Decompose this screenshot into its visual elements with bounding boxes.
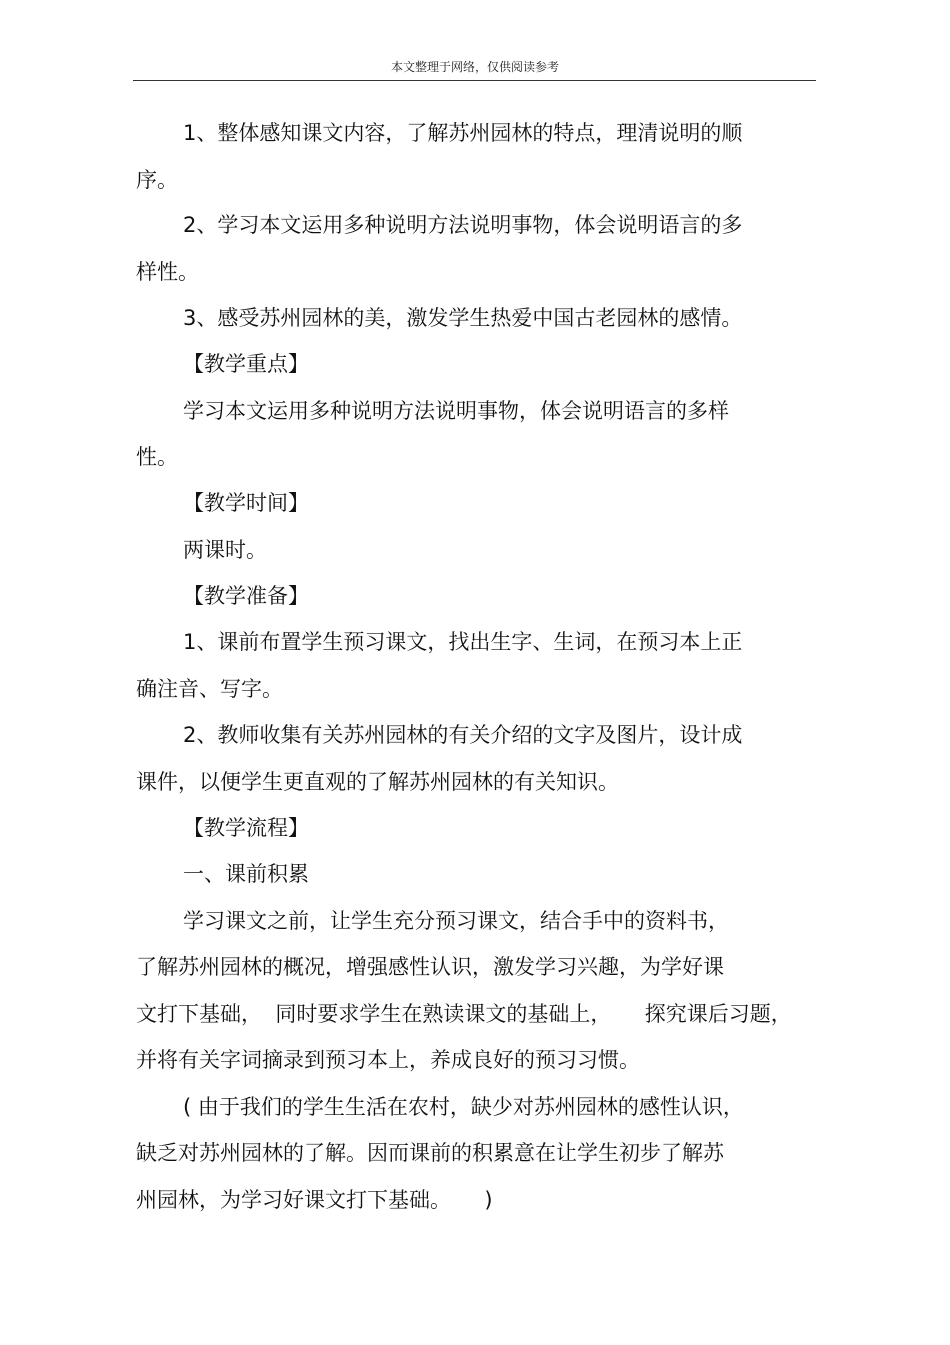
text-line: 文打下基础， 同时要求学生在熟读课文的基础上， 探究课后习题， (136, 1002, 792, 1026)
section-heading: 【教学重点】 (183, 352, 309, 376)
text-line: 一、课前积累 (183, 862, 309, 886)
text-line: 确注音、写字。 (136, 677, 283, 701)
text-line: 1、整体感知课文内容，了解苏州园林的特点，理清说明的顺 (183, 121, 743, 145)
text-line: 2、教师收集有关苏州园林的有关介绍的文字及图片，设计成 (183, 723, 743, 747)
text-line: 样性。 (136, 260, 199, 284)
text-line: 3、感受苏州园林的美，激发学生热爱中国古老园林的感情。 (183, 306, 743, 330)
text-line: 并将有关字词摘录到预习本上，养成良好的预习习惯。 (136, 1048, 640, 1072)
text-line: 2、学习本文运用多种说明方法说明事物，体会说明语言的多 (183, 213, 743, 237)
text-line: 了解苏州园林的概况，增强感性认识，激发学习兴趣，为学好课 (136, 955, 724, 979)
header-divider (133, 80, 816, 81)
page-header: 本文整理于网络，仅供阅读参考 (390, 60, 559, 74)
text-line: 州园林，为学习好课文打下基础。 ) (136, 1188, 493, 1212)
section-heading: 【教学流程】 (183, 816, 309, 840)
text-line: 1、课前布置学生预习课文，找出生字、生词，在预习本上正 (183, 630, 743, 654)
section-heading: 【教学准备】 (183, 584, 309, 608)
text-line: 学习本文运用多种说明方法说明事物，体会说明语言的多样 (183, 399, 729, 423)
text-line: 学习课文之前，让学生充分预习课文，结合手中的资料书， (183, 909, 729, 933)
text-line: 序。 (136, 168, 178, 192)
section-heading: 【教学时间】 (183, 491, 309, 515)
text-line: 性。 (136, 445, 178, 469)
text-line: 缺乏对苏州园林的了解。因而课前的积累意在让学生初步了解苏 (136, 1141, 724, 1165)
text-line: 两课时。 (183, 538, 267, 562)
text-line: 课件，以便学生更直观的了解苏州园林的有关知识。 (136, 770, 619, 794)
text-line: ( 由于我们的学生生活在农村，缺少对苏州园林的感性认识， (183, 1095, 744, 1119)
